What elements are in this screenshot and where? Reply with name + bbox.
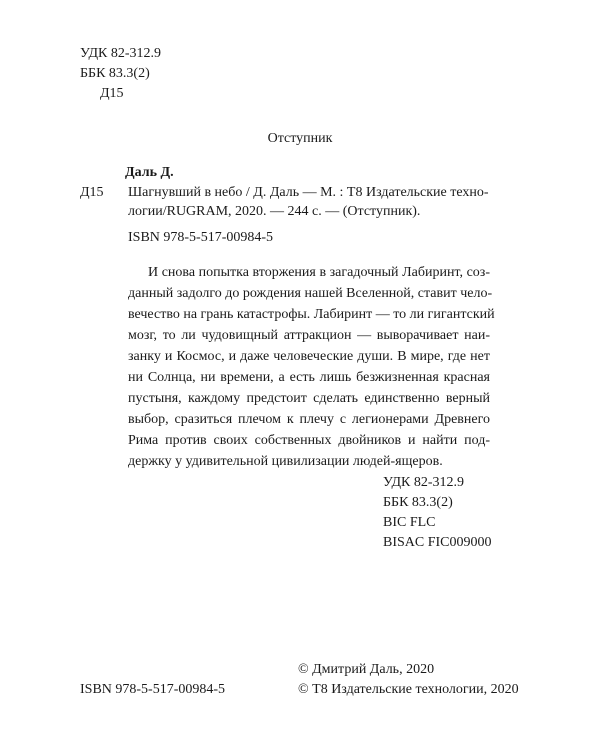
annotation-line: держку у удивительной цивилизации людей-ящеров.	[128, 454, 443, 469]
header-udk: УДК 82-312.9	[80, 46, 162, 61]
annotation-line: данный задолго до рождения нашей Вселенной, ставит чело-	[128, 286, 493, 301]
annotation-line: ни Солнца, ни времени, а есть лишь безжизненная красная	[128, 370, 490, 385]
annotation-line: пустыня, каждому предстоит сделать единственно верный	[128, 391, 490, 406]
series-title: Отступник	[267, 131, 333, 146]
annotation-line: занку и Космос, и даже человеческие души. В мире, где нет	[128, 349, 490, 364]
record-author: Даль Д.	[125, 165, 174, 180]
annotation-line: мозг, то ли чудовищный аттракцион — выворачивает наи-	[128, 328, 490, 343]
annotation-line: И снова попытка вторжения в загадочный Лабиринт, соз-	[148, 265, 490, 280]
annotation-paragraph	[128, 262, 495, 472]
class-bisac: BISAC FIC009000	[383, 535, 492, 550]
copyright-publisher: © Т8 Издательские технологии, 2020	[298, 682, 519, 697]
class-bic: BIC FLC	[383, 515, 436, 530]
header-author-mark: Д15	[100, 86, 124, 101]
copyright-author: © Дмитрий Даль, 2020	[298, 662, 435, 677]
annotation-line: вечество на грань катастрофы. Лабиринт — то ли гигантский	[128, 307, 495, 322]
annotation-line: выбор, сразиться плечом к плечу с легионерами Древнего	[128, 412, 490, 427]
annotation-line: Рима против своих собственных двойников и найти под-	[128, 433, 490, 448]
class-bbk: ББК 83.3(2)	[383, 495, 453, 510]
header-bbk: ББК 83.3(2)	[80, 66, 150, 81]
class-udk: УДК 82-312.9	[383, 475, 465, 490]
record-isbn: ISBN 978-5-517-00984-5	[128, 230, 274, 245]
footer-isbn: ISBN 978-5-517-00984-5	[80, 682, 226, 697]
record-mark: Д15	[80, 185, 104, 200]
record-description-line: Шагнувший в небо / Д. Даль — М. : Т8 Издательские техно-	[128, 185, 489, 200]
record-description-line: логии/RUGRAM, 2020. — 244 с. — (Отступник).	[128, 204, 421, 219]
